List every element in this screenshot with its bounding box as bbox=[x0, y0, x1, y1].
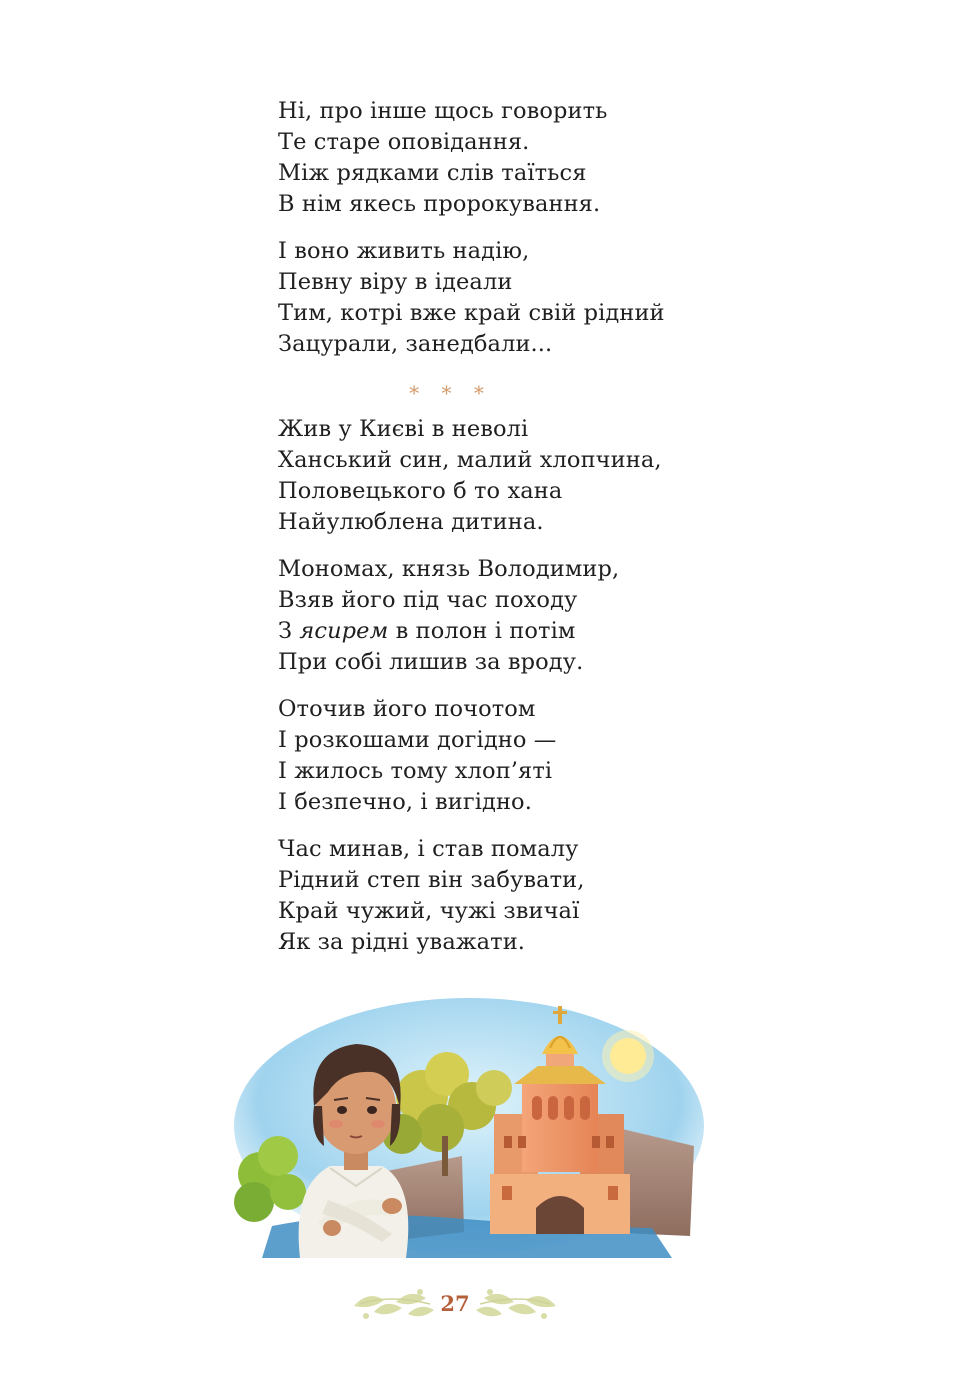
poem-line: Ні, про інше щось говорить bbox=[278, 98, 608, 124]
stanza-2 bbox=[278, 236, 758, 360]
poem-line: І розкошами догідно — bbox=[278, 727, 557, 753]
poem-line: Певну віру в ідеали bbox=[278, 269, 513, 295]
poem-line: Найулюблена дитина. bbox=[278, 509, 544, 535]
poem-line: Між рядками слів таїться bbox=[278, 160, 587, 186]
poem-line: Як за рідні уважати. bbox=[278, 929, 526, 955]
illustration bbox=[232, 996, 706, 1268]
poem-text bbox=[278, 96, 758, 974]
line-text: З bbox=[278, 618, 300, 644]
stanza-1 bbox=[278, 96, 758, 220]
poem-line: Рідний степ він забувати, bbox=[278, 867, 585, 893]
stanza-6 bbox=[278, 834, 758, 958]
page-footer bbox=[350, 1284, 560, 1326]
poem-line: Ханський син, малий хлопчина, bbox=[278, 447, 662, 473]
poem-line: Половецького б то хана bbox=[278, 478, 563, 504]
poem-line: Взяв його під час походу bbox=[278, 587, 578, 613]
poem-line-with-italic bbox=[278, 616, 758, 647]
poem-line: Мономах, князь Володимир, bbox=[278, 556, 620, 582]
poem-line: Тим, котрі вже край свій рідний bbox=[278, 300, 665, 326]
illustration-svg bbox=[232, 996, 706, 1268]
poem-line: Оточив його почотом bbox=[278, 696, 536, 722]
poem-line: При собі лишив за вроду. bbox=[278, 649, 584, 675]
poem-line: Зацурали, занедбали... bbox=[278, 331, 553, 357]
stanza-5 bbox=[278, 694, 758, 818]
poem-line: Край чужий, чужі звичаї bbox=[278, 898, 580, 924]
poem-line: В нім якесь пророкування. bbox=[278, 191, 601, 217]
poem-line: І безпечно, і вигідно. bbox=[278, 789, 532, 815]
page-number: 27 bbox=[440, 1291, 470, 1316]
poem-line: Те старе оповідання. bbox=[278, 129, 530, 155]
poem-line: Час минав, і став помалу bbox=[278, 836, 579, 862]
poem-line: І жилось тому хлоп’яті bbox=[278, 758, 553, 784]
poem-line: Жив у Києві в неволі bbox=[278, 416, 529, 442]
line-text: в полон і потім bbox=[388, 618, 576, 644]
poem-line: І воно живить надію, bbox=[278, 238, 530, 264]
italic-word: ясирем bbox=[299, 618, 389, 644]
stanza-4 bbox=[278, 554, 758, 678]
sun-icon bbox=[602, 1030, 654, 1082]
stanza-3 bbox=[278, 414, 758, 538]
section-separator: * * * bbox=[409, 381, 492, 405]
